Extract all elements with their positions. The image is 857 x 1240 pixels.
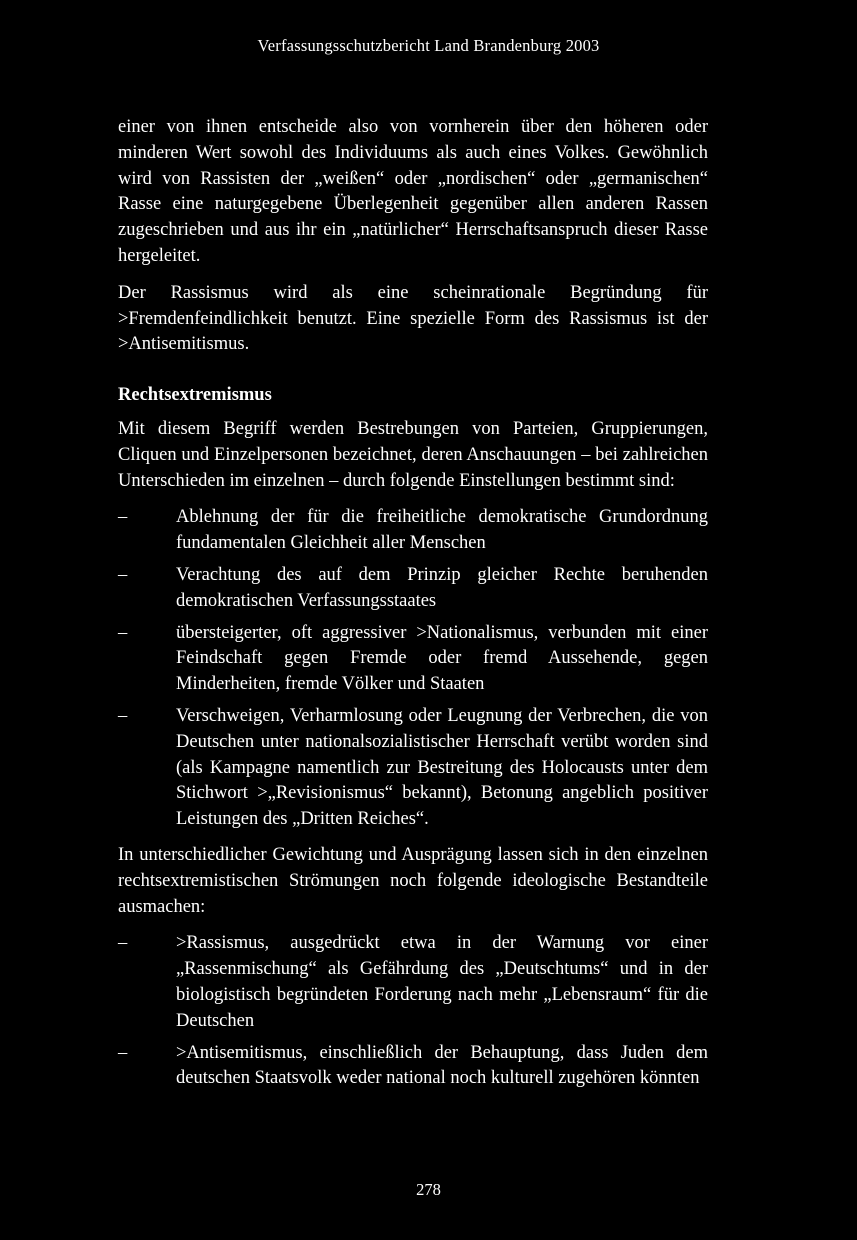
section-heading: Rechtsextremismus xyxy=(118,385,272,406)
list-item-text: >Rassismus, ausgedrückt etwa in der Warnung vor einer „Rassenmischung“ als Gefährdung des „Deutschtums“ und in der biologistisch begründeten Forderung nach mehr „Lebensraum“ für die Deutschen xyxy=(176,933,708,1031)
section-intro-paragraph: Mit diesem Begriff werden Bestrebungen von Parteien, Gruppierungen, Cliquen und Einzelpersonen bezeichnet, deren Anschauungen – bei zahlreichen Unterschieden im einzelnen – durch folgende Einstellungen bestimmt sind: xyxy=(118,418,708,491)
list-item xyxy=(118,931,708,1034)
list-item xyxy=(118,505,708,557)
dash-bullet: – xyxy=(118,564,128,585)
intro-paragraph-2: Der Rassismus wird als eine scheinrationale Begründung für >Fremdenfeindlichkeit benutzt. Eine spezielle Form des Rassismus ist der >Antisemitismus. xyxy=(118,282,708,355)
dash-bullet: – xyxy=(118,1042,128,1063)
dash-bullet: – xyxy=(118,705,128,726)
list-item xyxy=(118,621,708,698)
ideology-list xyxy=(118,931,708,1092)
list-item xyxy=(118,1041,708,1093)
dash-bullet: – xyxy=(118,622,128,643)
page-number: 278 xyxy=(416,1180,441,1199)
list-item xyxy=(118,563,708,615)
list-item-text: Ablehnung der für die freiheitliche demokratische Grundordnung fundamentalen Gleichheit aller Menschen xyxy=(176,507,708,554)
middle-paragraph: In unterschiedlicher Gewichtung und Ausprägung lassen sich in den einzelnen rechtsextremistischen Strömungen noch folgende ideologische Bestandteile ausmachen: xyxy=(118,844,708,917)
dash-bullet: – xyxy=(118,933,128,954)
list-item-text: Verachtung des auf dem Prinzip gleicher Rechte beruhenden demokratischen Verfassungsstaates xyxy=(176,564,708,611)
intro-paragraph-1: einer von ihnen entscheide also von vornherein über den höheren oder minderen Wert sowohl des Individuums als auch eines Volkes. Gewöhnlich wird von Rassisten der „weißen“ oder „nordischen“ oder „germanischen“ Rasse eine naturgegebene Überlegenheit gegenüber allen anderen Rassen zugeschrieben und aus ihr ein „natürlicher“ Herrschaftsanspruch dieser Rasse hergeleitet. xyxy=(118,117,708,266)
document-body xyxy=(118,115,708,1102)
list-item xyxy=(118,704,708,833)
list-item-text: Verschweigen, Verharmlosung oder Leugnung der Verbrechen, die von Deutschen unter nationalsozialistischer Herrschaft verübt worden sind (als Kampagne namentlich zur Bestreitung des Holocausts unter dem Stichwort >„Revisionismus“ bekannt), Betonung angeblich positiver Leistungen des „Dritten Reiches“. xyxy=(176,705,708,830)
list-item-text: übersteigerter, oft aggressiver >Nationalismus, verbunden mit einer Feindschaft gegen Fremde oder fremd Aussehende, gegen Minderheiten, fremde Völker und Staaten xyxy=(176,622,708,695)
list-item-text: >Antisemitismus, einschließlich der Behauptung, dass Juden dem deutschen Staatsvolk weder national noch kulturell zugehören könnten xyxy=(176,1042,708,1089)
page-header: Verfassungsschutzbericht Land Brandenburg 2003 xyxy=(257,36,600,55)
dash-bullet: – xyxy=(118,507,128,528)
attitudes-list xyxy=(118,505,708,833)
